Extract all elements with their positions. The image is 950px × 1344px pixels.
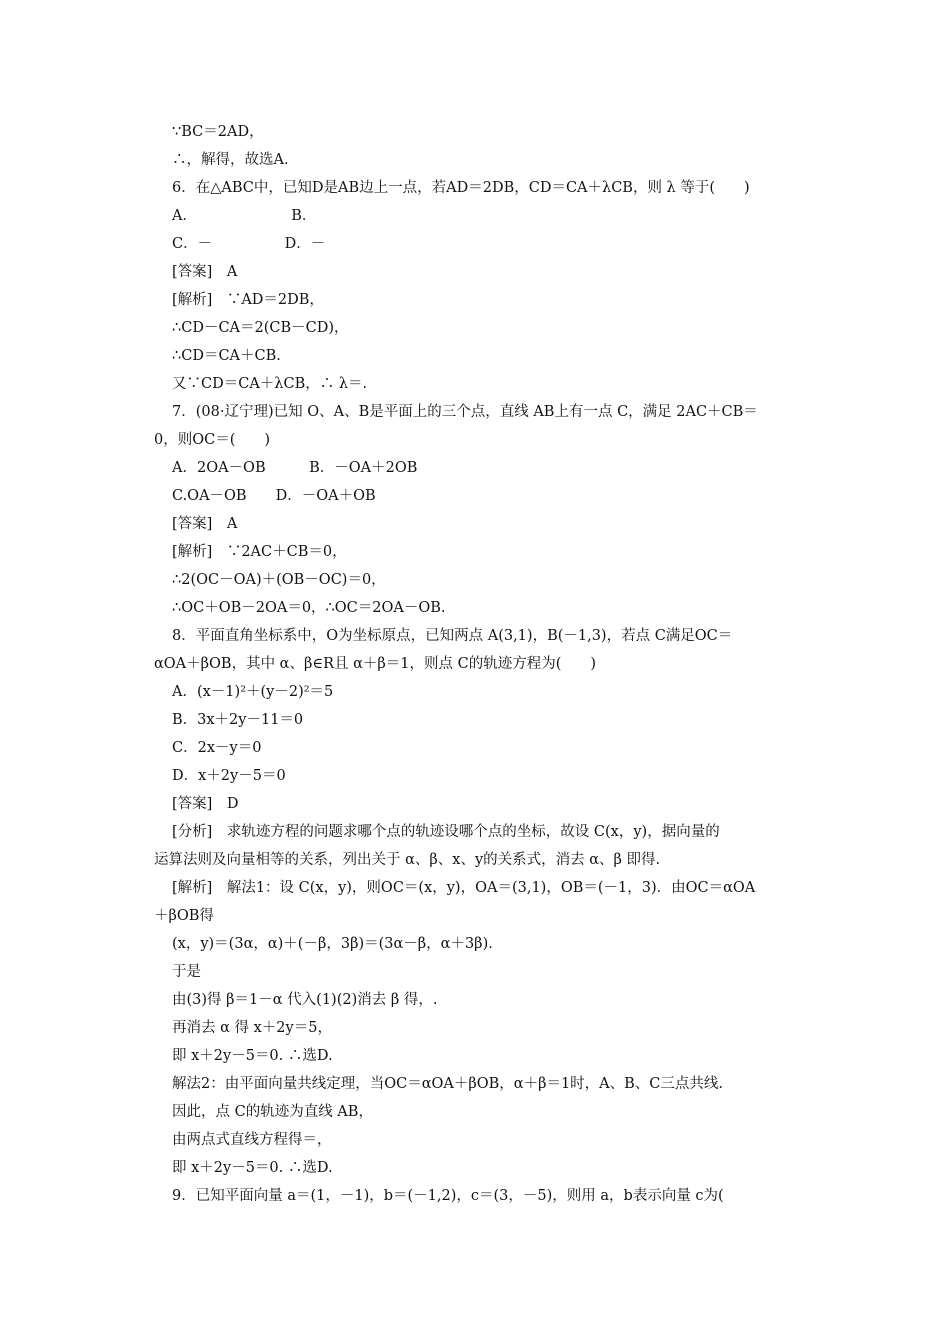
solution-label: [解析] 解法1：设 C(x，y)，则OC＝(x，y)，OA＝(3,1)，OB＝(－1，3)．由OC＝αOA	[172, 880, 756, 896]
analysis-label: [解析] ∵2AC＋CB＝0，	[172, 544, 347, 560]
text-line: αOA＋βOB，其中 α、β∈R且 α＋β＝1，则点 C的轨迹方程为( )	[154, 656, 597, 672]
text-line: 由两点式直线方程得＝，	[172, 1132, 332, 1148]
text-line: ∵BC＝2AD，	[172, 124, 264, 140]
text-line: 再消去 α 得 x＋2y＝5，	[172, 1020, 332, 1036]
text-line: ＋βOB得	[154, 908, 214, 924]
answer-label: [答案] D	[172, 796, 239, 812]
options-row: C．－ D．－	[172, 236, 326, 252]
text-line: ∴，解得，故选A.	[172, 152, 289, 168]
options-row: A． B．	[172, 208, 317, 224]
text-line: 运算法则及向量相等的关系，列出关于 α、β、x、y的关系式，消去 α、β 即得.	[154, 852, 661, 868]
text-line: 因此，点 C的轨迹为直线 AB，	[172, 1104, 373, 1120]
text-line: 又∵CD＝CA＋λCB，∴ λ＝.	[172, 376, 368, 392]
text-line: ∴CD－CA＝2(CB－CD)，	[172, 320, 349, 336]
text-line: 于是	[172, 964, 201, 980]
options-row: C.OA－OB D．－OA＋OB	[172, 488, 376, 504]
text-line: 解法2：由平面向量共线定理，当OC＝αOA＋βOB，α＋β＝1时，A、B、C三点共线.	[172, 1076, 724, 1092]
text-line: 0，则OC＝( )	[154, 432, 271, 448]
analysis-label: [分析] 求轨迹方程的问题求哪个点的轨迹设哪个点的坐标，故设 C(x，y)，据向量的	[172, 824, 720, 840]
text-line: 由(3)得 β＝1－α 代入(1)(2)消去 β 得，.	[172, 992, 438, 1008]
option-a: A．(x－1)²＋(y－2)²＝5	[172, 684, 334, 700]
text-line: 即 x＋2y－5＝0. ∴选D.	[172, 1048, 333, 1064]
question-7: 7．(08·辽宁理)已知 O、A、B是平面上的三个点，直线 AB上有一点 C，满足 2AC＋CB＝	[172, 404, 758, 420]
text-line: ∴OC＋OB－2OA＝0，∴OC＝2OA－OB.	[172, 600, 446, 616]
answer-label: [答案] A	[172, 516, 238, 532]
option-b: B．3x＋2y－11＝0	[172, 712, 304, 728]
text-line: ∴CD＝CA＋CB.	[172, 348, 281, 364]
answer-label: [答案] A	[172, 264, 238, 280]
question-8: 8．平面直角坐标系中，O为坐标原点，已知两点 A(3,1)，B(－1,3)，若点 C满足OC＝	[172, 628, 733, 644]
question-9: 9．已知平面向量 a＝(1，－1)，b＝(－1,2)，c＝(3，－5)，则用 a，b表示向量 c为(	[172, 1188, 724, 1204]
analysis-label: [解析] ∵AD＝2DB，	[172, 292, 324, 308]
text-line: ∴2(OC－OA)＋(OB－OC)＝0，	[172, 572, 386, 588]
options-row: A．2OA－OB B．－OA＋2OB	[172, 460, 418, 476]
text-line: (x，y)＝(3α，α)＋(－β，3β)＝(3α－β，α＋3β)．	[172, 936, 503, 952]
option-d: D．x＋2y－5＝0	[172, 768, 286, 784]
text-line: 即 x＋2y－5＝0. ∴选D.	[172, 1160, 333, 1176]
question-6: 6．在△ABC中，已知D是AB边上一点，若AD＝2DB，CD＝CA＋λCB，则 λ 等于( )	[172, 180, 750, 196]
option-c: C．2x－y＝0	[172, 740, 262, 756]
